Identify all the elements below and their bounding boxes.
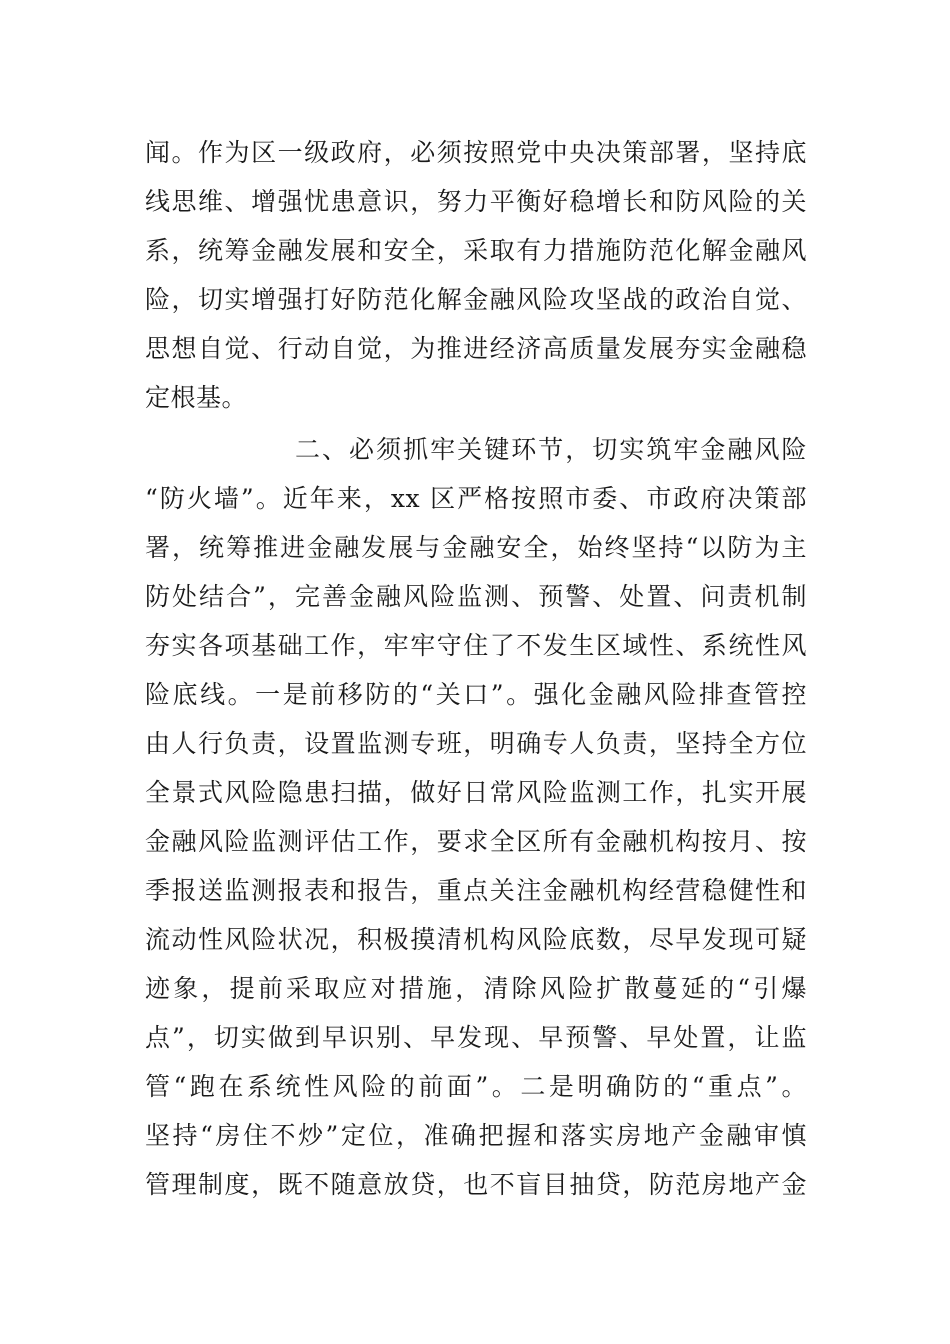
paragraph-2-line-12: 迹象，提前采取应对措施，清除风险扩散蔓延的“引爆 (145, 974, 807, 1003)
paragraph-2-line-4: 防处结合”，完善金融风险监测、预警、处置、问责机制 (145, 582, 807, 611)
paragraph-2-line-11: 流动性风险状况，积极摸清机构风险底数，尽早发现可疑 (145, 925, 807, 954)
paragraph-2-line-8: 全景式风险隐患扫描，做好日常风险监测工作，扎实开展 (145, 778, 807, 807)
paragraph-2-heading-line: 二、必须抓牢关键环节，切实筑牢金融风险 (295, 435, 807, 464)
paragraph-2-line-3: 署，统筹推进金融发展与金融安全，始终坚持“以防为主 (145, 533, 807, 562)
paragraph-2-line-2: “防火墙”。近年来，xx 区严格按照市委、市政府决策部 (145, 484, 807, 513)
paragraph-2-line-13: 点”，切实做到早识别、早发现、早预警、早处置，让监 (145, 1023, 807, 1052)
paragraph-2-line-15: 坚持“房住不炒”定位，准确把握和落实房地产金融审慎 (145, 1121, 807, 1150)
paragraph-2-line-14: 管“跑在系统性风险的前面”。二是明确防的“重点”。 (145, 1072, 807, 1101)
paragraph-1-line-3: 系，统筹金融发展和安全，采取有力措施防范化解金融风 (145, 236, 807, 265)
paragraph-2-line-5: 夯实各项基础工作，牢牢守住了不发生区域性、系统性风 (145, 631, 807, 660)
paragraph-1-line-2: 线思维、增强忧患意识，努力平衡好稳增长和防风险的关 (145, 187, 807, 216)
paragraph-2-line-7: 由人行负责，设置监测专班，明确专人负责，坚持全方位 (145, 729, 807, 758)
paragraph-1-line-4: 险，切实增强打好防范化解金融风险攻坚战的政治自觉、 (145, 285, 807, 314)
paragraph-2-line-10: 季报送监测报表和报告，重点关注金融机构经营稳健性和 (145, 876, 807, 905)
paragraph-1-line-6: 定根基。 (145, 383, 248, 412)
paragraph-2-line-16: 管理制度，既不随意放贷，也不盲目抽贷，防范房地产金 (145, 1170, 807, 1199)
paragraph-2-line-6: 险底线。一是前移防的“关口”。强化金融风险排查管控 (145, 680, 807, 709)
paragraph-2-line-9: 金融风险监测评估工作，要求全区所有金融机构按月、按 (145, 827, 807, 856)
paragraph-1-line-1: 闻。作为区一级政府，必须按照党中央决策部署，坚持底 (145, 138, 807, 167)
paragraph-1-line-5: 思想自觉、行动自觉，为推进经济高质量发展夯实金融稳 (145, 334, 807, 363)
